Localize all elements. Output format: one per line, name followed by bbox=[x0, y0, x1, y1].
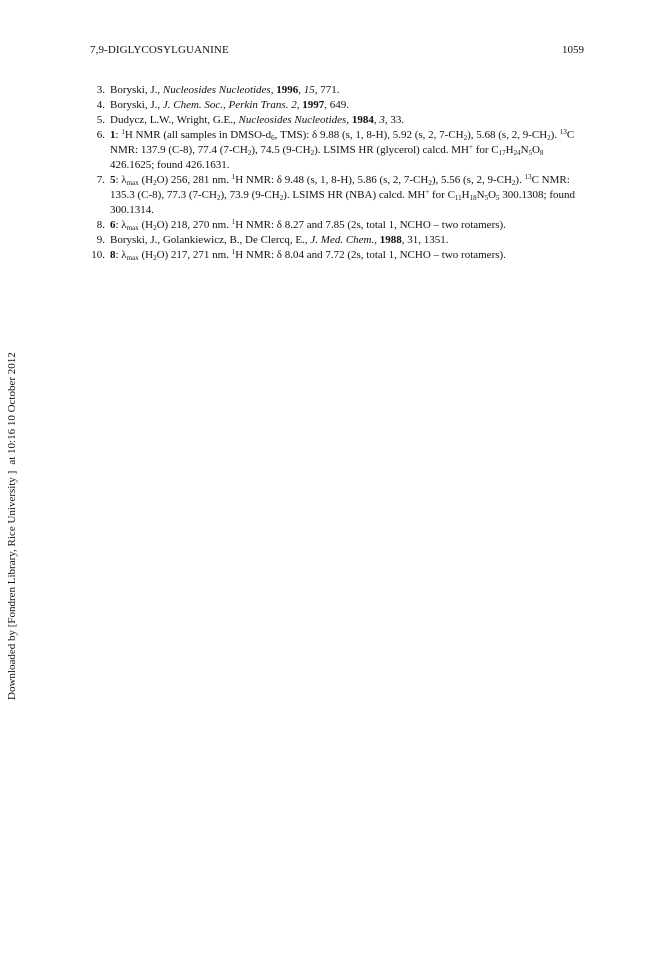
reference-year: 1984 bbox=[351, 114, 374, 126]
reference-journal: J. Med. Chem., bbox=[310, 234, 377, 246]
subscript: 17 bbox=[498, 149, 506, 157]
subscript: 2 bbox=[153, 254, 157, 262]
reference-year: 1997 bbox=[302, 99, 325, 111]
ref-text: O) 217, 271 nm. bbox=[156, 249, 232, 261]
subscript: 2 bbox=[216, 194, 221, 202]
download-watermark bbox=[6, 346, 18, 700]
ref-text: ), 5.56 (s, 2, 9-CH bbox=[431, 174, 512, 186]
reference-4 bbox=[90, 98, 584, 113]
subscript: 2 bbox=[279, 194, 284, 202]
compound-label: 5 bbox=[110, 174, 116, 186]
reference-year: 1996 bbox=[276, 84, 299, 96]
ref-text: O) 218, 270 nm. bbox=[156, 219, 232, 231]
reference-authors: Boryski, J., bbox=[110, 84, 163, 96]
reference-7 bbox=[90, 173, 584, 218]
superscript: + bbox=[425, 188, 430, 196]
superscript: 13 bbox=[559, 128, 567, 136]
subscript: 2 bbox=[153, 179, 157, 187]
ref-text: ), 74.5 (9-CH bbox=[251, 144, 311, 156]
ref-text: H bbox=[461, 189, 470, 201]
ref-text: ). bbox=[550, 129, 560, 141]
ref-text: O bbox=[532, 144, 540, 156]
reference-6 bbox=[90, 128, 584, 173]
reference-8 bbox=[90, 218, 584, 233]
compound-label: 1 bbox=[110, 129, 116, 141]
ref-text: : bbox=[115, 129, 122, 141]
page-number: 1059 bbox=[562, 44, 584, 56]
ref-text: C NMR: 137.9 (C-8), 77.4 (7-CH bbox=[110, 129, 575, 156]
reference-rest: , 31, 1351. bbox=[401, 234, 449, 246]
superscript: 1 bbox=[121, 128, 125, 136]
subscript: 2 bbox=[463, 134, 468, 142]
ref-text: (H bbox=[138, 174, 154, 186]
subscript: 11 bbox=[454, 194, 462, 202]
ref-text: for C bbox=[429, 189, 455, 201]
reference-number: 10. bbox=[91, 249, 105, 261]
reference-number: 9. bbox=[96, 234, 105, 246]
ref-text: N bbox=[520, 144, 529, 156]
reference-5: 5. Dudycz, L.W., Wright, G.E., Nucleosides Nucleotides, 1984, 3, 33. bbox=[90, 113, 584, 128]
subscript: 2 bbox=[247, 149, 252, 157]
reference-journal: Nucleosides Nucleotides, bbox=[162, 84, 274, 96]
superscript: 1 bbox=[231, 248, 236, 256]
ref-text: ), 5.68 (s, 2, 9-CH bbox=[467, 129, 548, 141]
subscript: 6 bbox=[271, 134, 275, 142]
ref-text: (H bbox=[138, 249, 154, 261]
reference-pages: , 649. bbox=[324, 99, 349, 111]
reference-10 bbox=[90, 248, 584, 263]
reference-pages: , 771. bbox=[314, 84, 340, 96]
ref-text: H bbox=[505, 144, 514, 156]
reference-year: 1988 bbox=[379, 234, 402, 246]
ref-text: : λ bbox=[115, 174, 127, 186]
reference-number: 6. bbox=[96, 129, 105, 141]
reference-journal: J. Chem. Soc., Perkin Trans. 2, bbox=[162, 99, 300, 111]
ref-text: , TMS): δ 9.88 (s, 1, 8-H), 5.92 (s, 2, 7-CH bbox=[274, 129, 464, 141]
reference-authors: Dudycz, L.W., Wright, G.E., bbox=[110, 114, 239, 126]
compound-label: 8 bbox=[110, 249, 116, 261]
ref-text: H NMR: δ 9.48 (s, 1, 8-H), 5.86 (s, 2, 7-CH bbox=[235, 174, 429, 186]
ref-text: for C bbox=[472, 144, 499, 156]
reference-number: 4. bbox=[96, 99, 105, 111]
ref-text: H NMR (all samples in DMSO-d bbox=[124, 129, 272, 141]
subscript: 2 bbox=[153, 224, 157, 232]
ref-text: ), 73.9 (9-CH bbox=[220, 189, 280, 201]
reference-authors: Boryski, J., Golankiewicz, B., De Clercq, E., bbox=[110, 234, 311, 246]
reference-volume: 3 bbox=[379, 114, 385, 126]
reference-9 bbox=[90, 233, 584, 248]
download-source: Downloaded by [Fondren Library, Rice University ] bbox=[6, 470, 18, 700]
superscript: 1 bbox=[231, 173, 236, 181]
ref-text: ). bbox=[515, 174, 525, 186]
ref-text: H NMR: δ 8.04 and 7.72 (2s, total 1, NCHO – two rotamers). bbox=[235, 249, 506, 261]
reference-number: 7. bbox=[96, 174, 105, 186]
ref-text: N bbox=[476, 189, 485, 201]
download-date: at 10:16 10 October 2012 bbox=[6, 352, 18, 465]
ref-text: O bbox=[488, 189, 497, 201]
ref-text: (H bbox=[138, 219, 154, 231]
ref-text: H NMR: δ 8.27 and 7.85 (2s, total 1, NCHO – two rotamers). bbox=[235, 219, 506, 231]
subscript: 18 bbox=[469, 194, 477, 202]
ref-text: C NMR: 135.3 (C-8), 77.3 (7-CH bbox=[110, 174, 570, 201]
ref-text: : λ bbox=[115, 219, 127, 231]
compound-label: 6 bbox=[110, 219, 116, 231]
reference-3: 3. Boryski, J., Nucleosides Nucleotides, 1996, 15, 771. bbox=[90, 83, 584, 98]
subscript: max bbox=[126, 179, 139, 187]
reference-number: 8. bbox=[96, 219, 105, 231]
subscript: 2 bbox=[547, 134, 551, 142]
subscript: 2 bbox=[310, 149, 315, 157]
reference-number: 5. bbox=[96, 114, 105, 126]
ref-text: ). LSIMS HR (glycerol) calcd. MH bbox=[314, 144, 469, 156]
subscript: 8 bbox=[539, 149, 544, 157]
superscript: 13 bbox=[524, 173, 532, 181]
ref-text: : λ bbox=[115, 249, 127, 261]
reference-volume: 15 bbox=[303, 84, 315, 96]
subscript: 5 bbox=[484, 194, 489, 202]
reference-journal: Nucleosides Nucleotides, bbox=[238, 114, 350, 126]
ref-text: ). LSIMS HR (NBA) calcd. MH bbox=[283, 189, 426, 201]
subscript: 24 bbox=[513, 149, 521, 157]
reference-list bbox=[90, 83, 584, 263]
reference-authors: Boryski, J., bbox=[110, 99, 163, 111]
running-title: 7,9-DIGLYCOSYLGUANINE bbox=[90, 44, 229, 56]
ref-text: 426.1625; found 426.1631. bbox=[110, 159, 230, 171]
subscript: max bbox=[126, 224, 139, 232]
subscript: 2 bbox=[428, 179, 432, 187]
reference-pages: , 33. bbox=[384, 114, 405, 126]
reference-number: 3. bbox=[96, 84, 105, 96]
superscript: 1 bbox=[231, 218, 236, 226]
superscript: + bbox=[468, 143, 473, 151]
subscript: 5 bbox=[528, 149, 533, 157]
subscript: max bbox=[126, 254, 139, 262]
ref-text: 300.1308; found 300.1314. bbox=[110, 189, 576, 216]
subscript: 2 bbox=[511, 179, 516, 187]
subscript: 5 bbox=[496, 194, 500, 202]
ref-text: O) 256, 281 nm. bbox=[156, 174, 232, 186]
